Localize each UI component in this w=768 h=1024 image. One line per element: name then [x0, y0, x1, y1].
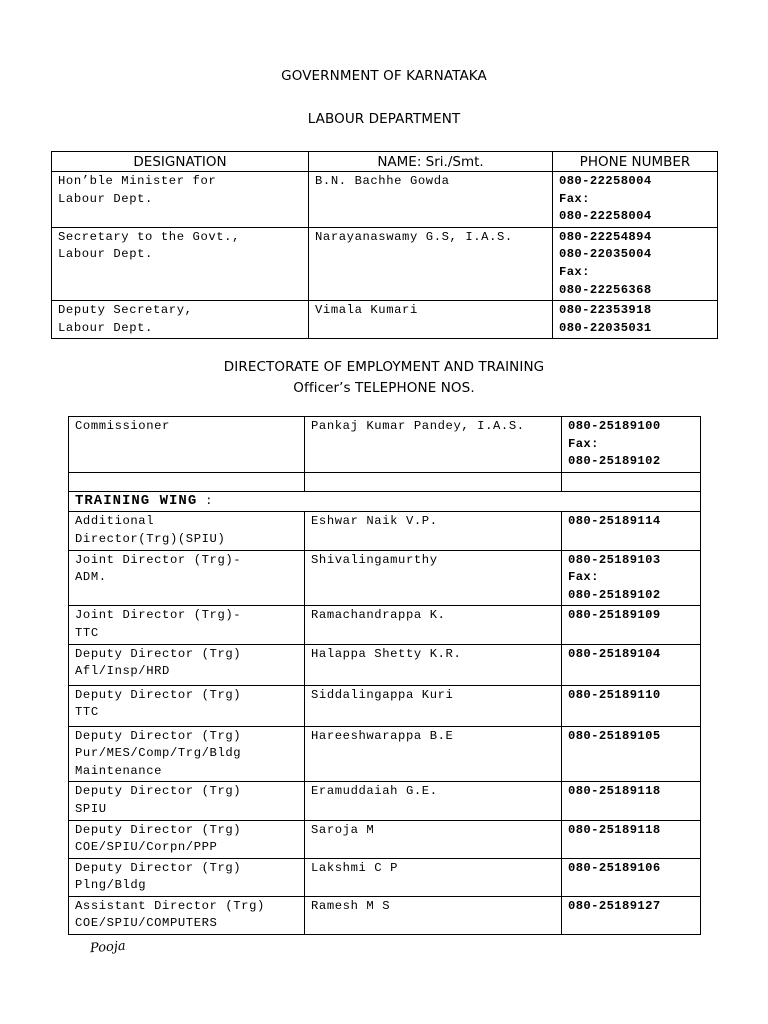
phone-cell [562, 782, 701, 820]
phone-line: 080-22035004 [559, 247, 652, 262]
table-row [69, 550, 701, 606]
phone-cell [553, 301, 718, 339]
name-cell: Ramachandrappa K. [305, 606, 562, 644]
designation-header: DESIGNATION [52, 152, 309, 172]
name-cell: Eramuddaiah G.E. [305, 782, 562, 820]
designation-line: Labour Dept. [58, 191, 153, 206]
phone-line: Fax: [559, 191, 590, 206]
designation-cell [69, 726, 305, 782]
name-cell: Shivalingamurthy [305, 550, 562, 606]
phone-line: 080-25189100 [568, 419, 661, 433]
phone-cell [562, 512, 701, 550]
name-cell: Lakshmi C P [305, 858, 562, 896]
designation-line: Deputy Director (Trg) [75, 646, 242, 661]
designation-line: Labour Dept. [58, 320, 153, 335]
designation-line: Labour Dept. [58, 247, 153, 262]
name-cell: Saroja M [305, 820, 562, 858]
phone-line: 080-25189105 [568, 728, 661, 743]
phone-cell [562, 820, 701, 858]
empty-cell [69, 472, 305, 491]
designation-cell: Commissioner [69, 417, 305, 473]
phone-cell [562, 644, 701, 685]
phone-line: 080-22258004 [559, 174, 652, 188]
labour-department-table [51, 151, 718, 339]
phone-line: 080-25189110 [568, 687, 661, 702]
phone-line: 080-22353918 [559, 303, 652, 318]
phone-cell [562, 896, 701, 934]
table-row [69, 858, 701, 896]
designation-line: Joint Director (Trg)- [75, 552, 242, 567]
phone-line: 080-25189118 [568, 784, 661, 799]
directorate-subheading: Officer’s TELEPHONE NOS. [293, 380, 475, 396]
name-cell: B.N. Bachhe Gowda [309, 172, 553, 228]
phone-line: 080-22254894 [559, 229, 652, 244]
phone-line: 080-22258004 [559, 209, 652, 224]
designation-line: Joint Director (Trg)- [75, 608, 242, 623]
table-header-row [52, 152, 718, 172]
designation-line: Additional [75, 514, 155, 529]
table-row [52, 172, 718, 228]
designation-cell [69, 644, 305, 685]
designation-line: COE/SPIU/Corpn/PPP [75, 840, 218, 855]
phone-line: 080-25189102 [568, 587, 661, 602]
designation-cell [69, 782, 305, 820]
designation-line: Maintenance [75, 763, 163, 778]
name-cell: Vimala Kumari [309, 301, 553, 339]
table-row [69, 685, 701, 726]
name-cell: Hareeshwarappa B.E [305, 726, 562, 782]
phone-line: 080-25189103 [568, 552, 661, 567]
directorate-heading: DIRECTORATE OF EMPLOYMENT AND TRAINING [223, 359, 545, 375]
phone-line: 080-25189106 [568, 860, 661, 875]
phone-line: 080-25189102 [568, 454, 661, 469]
empty-cell [305, 472, 562, 491]
designation-cell [69, 550, 305, 606]
designation-line: Deputy Director (Trg) [75, 822, 242, 837]
phone-line: Fax: [568, 570, 599, 585]
phone-line: 080-22256368 [559, 282, 652, 297]
table-row [69, 820, 701, 858]
designation-line: Deputy Director (Trg) [75, 860, 242, 875]
designation-cell [69, 820, 305, 858]
designation-line: COE/SPIU/COMPUTERS [75, 916, 218, 931]
phone-cell [562, 417, 701, 473]
signature: Pooja [89, 938, 127, 957]
designation-line: Hon’ble Minister for [58, 174, 217, 188]
department-heading: LABOUR DEPARTMENT [307, 111, 461, 127]
name-cell: Siddalingappa Kuri [305, 685, 562, 726]
phone-line: 080-25189114 [568, 514, 661, 529]
phone-cell [562, 550, 701, 606]
training-wing-label: TRAINING WING [75, 492, 198, 509]
phone-line: 080-22035031 [559, 320, 652, 335]
phone-line: 080-25189127 [568, 898, 661, 913]
phone-cell [562, 858, 701, 896]
name-cell: Ramesh M S [305, 896, 562, 934]
name-cell: Pankaj Kumar Pandey, I.A.S. [305, 417, 562, 473]
table-row [69, 896, 701, 934]
officer-telephone-table [68, 416, 701, 935]
table-row [69, 782, 701, 820]
table-row [69, 417, 701, 473]
phone-cell [553, 227, 718, 300]
training-wing-colon: : [197, 493, 214, 508]
section-header-cell [69, 491, 701, 512]
table-row [52, 227, 718, 300]
designation-cell [69, 606, 305, 644]
designation-line: Pur/MES/Comp/Trg/Bldg [75, 746, 242, 761]
designation-line: Deputy Secretary, [58, 303, 193, 318]
designation-line: Plng/Bldg [75, 878, 147, 893]
phone-cell [553, 172, 718, 228]
phone-line: Fax: [559, 264, 590, 279]
phone-line: 080-25189109 [568, 608, 661, 623]
designation-line: Deputy Director (Trg) [75, 687, 242, 702]
table-row [69, 726, 701, 782]
designation-cell [52, 227, 309, 300]
designation-line: ADM. [75, 570, 107, 585]
designation-cell [69, 685, 305, 726]
designation-cell [52, 301, 309, 339]
empty-cell [562, 472, 701, 491]
phone-header: PHONE NUMBER [553, 152, 718, 172]
phone-line: Fax: [568, 436, 599, 451]
designation-line: Deputy Director (Trg) [75, 784, 242, 799]
phone-line: 080-25189104 [568, 646, 661, 661]
designation-line: Assistant Director (Trg) [75, 898, 265, 913]
designation-line: Director(Trg)(SPIU) [75, 531, 226, 546]
phone-cell [562, 685, 701, 726]
phone-cell [562, 726, 701, 782]
designation-cell [69, 512, 305, 550]
designation-line: TTC [75, 625, 99, 640]
name-cell: Halappa Shetty K.R. [305, 644, 562, 685]
name-cell: Eshwar Naik V.P. [305, 512, 562, 550]
phone-cell [562, 606, 701, 644]
table-row [69, 512, 701, 550]
name-cell: Narayanaswamy G.S, I.A.S. [309, 227, 553, 300]
empty-row [69, 472, 701, 491]
section-row [69, 491, 701, 512]
designation-line: SPIU [75, 801, 107, 816]
phone-line: 080-25189118 [568, 822, 661, 837]
name-header: NAME: Sri./Smt. [309, 152, 553, 172]
designation-line: Secretary to the Govt., [58, 229, 241, 244]
designation-cell [69, 858, 305, 896]
designation-line: TTC [75, 705, 99, 720]
table-row [52, 301, 718, 339]
table-row [69, 644, 701, 685]
designation-cell [52, 172, 309, 228]
document-title: GOVERNMENT OF KARNATAKA [281, 68, 487, 84]
designation-line: Deputy Director (Trg) [75, 728, 242, 743]
designation-cell [69, 896, 305, 934]
designation-line: Afl/Insp/HRD [75, 664, 170, 679]
table-row [69, 606, 701, 644]
